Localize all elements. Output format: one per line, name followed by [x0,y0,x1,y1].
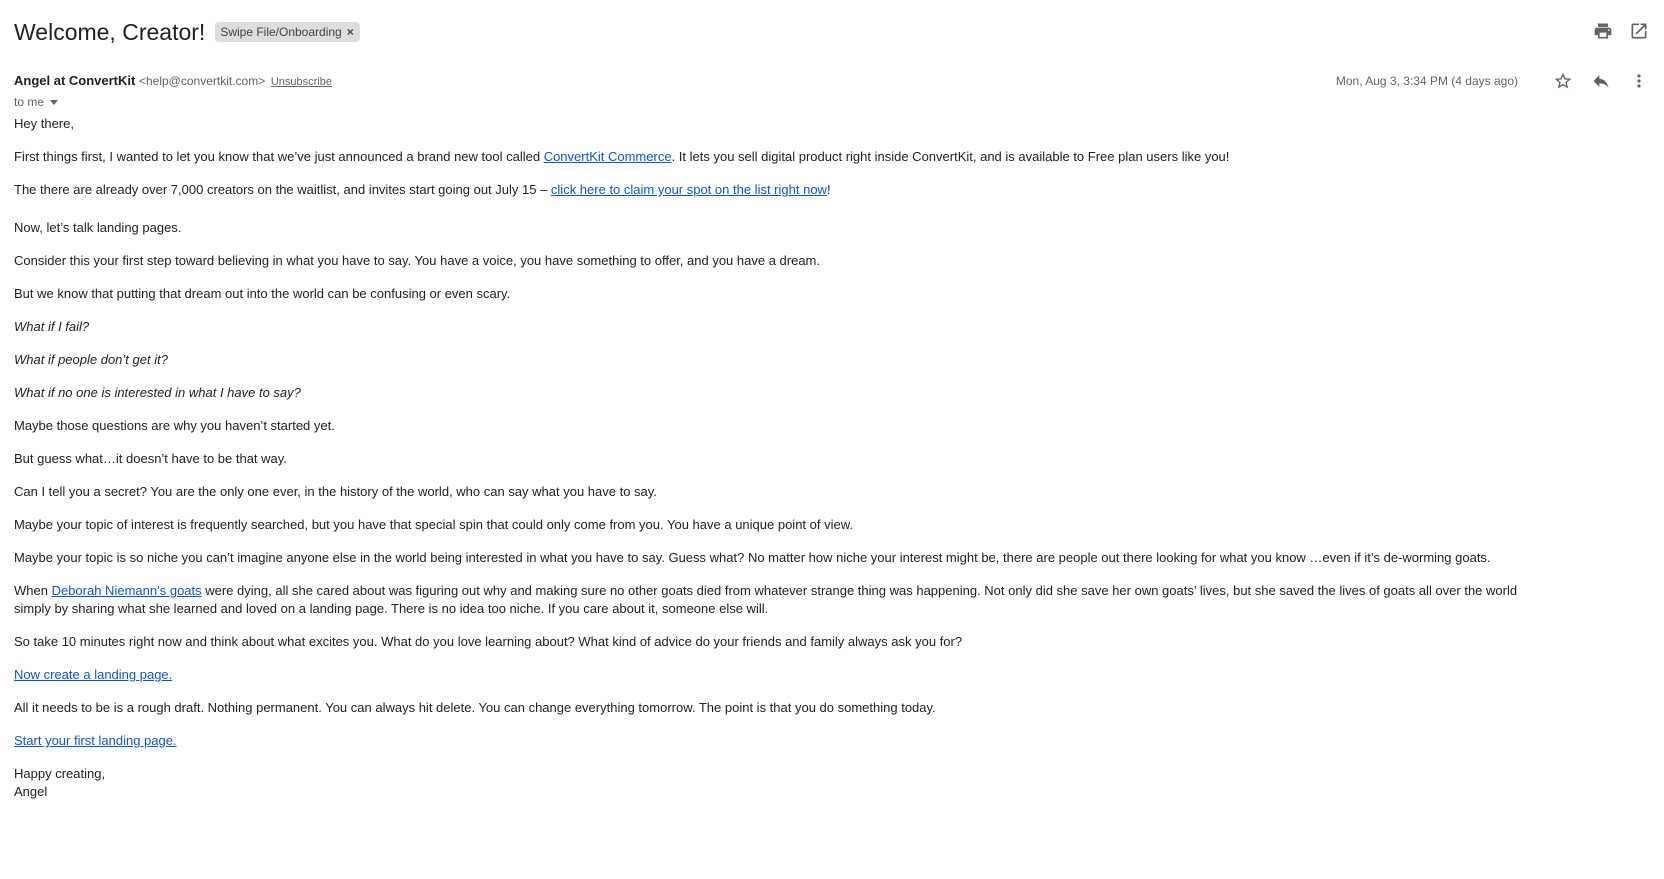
start-landing-page-link[interactable]: Start your first landing page. [14,733,177,748]
unsubscribe-link[interactable]: Unsubscribe [270,76,332,88]
label-chip-text: Swipe File/Onboarding [220,25,342,39]
body-paragraph [14,148,1534,166]
body-paragraph: But we know that putting that dream out into the world can be confusing or even scary. [14,286,511,301]
sender-email: <help@convertkit.com> [138,74,266,88]
body-paragraph [14,582,1534,618]
link-paragraph [14,732,1534,750]
convertkit-commerce-link[interactable]: ConvertKit Commerce [543,149,672,164]
label-chip[interactable] [215,22,359,42]
question-text: What if I fail? [14,319,90,334]
question-paragraph [14,384,1534,402]
body-text: were dying, all she cared about was figuring out why and making sure no other goats died from whatever strange thing was happening. Not only did she save her own goats’ lives, but she saved the lives of goats all over the world simply by sharing what she learned and loved on a landing page. There is no idea too niche. If you care about it, someone else will. [14,583,1518,616]
sender-name[interactable]: Angel at ConvertKit [14,73,136,88]
greeting: Hey there, [14,116,74,131]
reply-icon[interactable] [1590,70,1612,92]
meta-actions [1336,70,1650,92]
more-vert-icon[interactable] [1628,70,1650,92]
signature: Angel [14,784,48,799]
signoff [14,765,1534,801]
body-paragraph: Maybe your topic is so niche you can’t imagine anyone else in the world being interested in what you have to say. Guess what? No matter how niche your interest might be, there are people out there looking for what you know …even if it’s de-worming goats. [14,550,1491,565]
body-paragraph: Maybe your topic of interest is frequently searched, but you have that special spin that could only come from you. You have a unique point of view. [14,517,854,532]
body-text: . It lets you sell digital product right inside ConvertKit, and is available to Free plan users like you! [671,149,1230,164]
open-in-new-window-icon[interactable] [1628,20,1650,42]
chevron-down-icon [50,100,58,105]
body-paragraph: Consider this your first step toward believing in what you have to say. You have a voice, you have something to offer, and you have a dream. [14,253,820,268]
body-text: When [14,583,52,598]
body-text: First things first, I wanted to let you know that we’ve just announced a brand new tool called [14,149,544,164]
question-paragraph [14,351,1534,369]
body-text: The there are already over 7,000 creators on the waitlist, and invites start going out July 15 – [14,182,551,197]
email-header [14,14,1650,50]
question-text: What if people don’t get it? [14,352,168,367]
email-date: Mon, Aug 3, 3:34 PM (4 days ago) [1335,74,1518,88]
body-paragraph: All it needs to be is a rough draft. Nothing permanent. You can always hit delete. You can change everything tomorrow. The point is that you do something today. [14,700,936,715]
body-paragraph [14,181,1534,199]
email-meta [14,72,1650,120]
claim-spot-link[interactable]: click here to claim your spot on the list right now [550,182,827,197]
label-remove-button[interactable]: × [346,25,354,39]
deborah-niemann-link[interactable]: Deborah Niemann’s goats [51,583,202,598]
print-icon[interactable] [1592,20,1614,42]
body-paragraph: Now, let’s talk landing pages. [14,220,182,235]
email-subject: Welcome, Creator! [14,18,206,45]
question-text: What if no one is interested in what I have to say? [14,385,301,400]
signoff-text: Happy creating, [14,766,106,781]
star-icon[interactable] [1552,70,1574,92]
recipient-details-toggle[interactable] [14,95,58,109]
body-paragraph: Can I tell you a secret? You are the only one ever, in the history of the world, who can say what you have to say. [14,484,657,499]
body-text: ! [826,182,831,197]
recipient-label: to me [14,95,45,109]
body-paragraph: So take 10 minutes right now and think about what excites you. What do you love learning about? What kind of advice do your friends and family always ask you for? [14,634,963,649]
question-paragraph [14,318,1534,336]
email-body [14,115,1534,801]
body-paragraph: Maybe those questions are why you haven’t started yet. [14,418,335,433]
header-actions [1592,20,1650,42]
body-paragraph: But guess what…it doesn’t have to be that way. [14,451,287,466]
link-paragraph [14,666,1534,684]
create-landing-page-link[interactable]: Now create a landing page. [14,667,173,682]
